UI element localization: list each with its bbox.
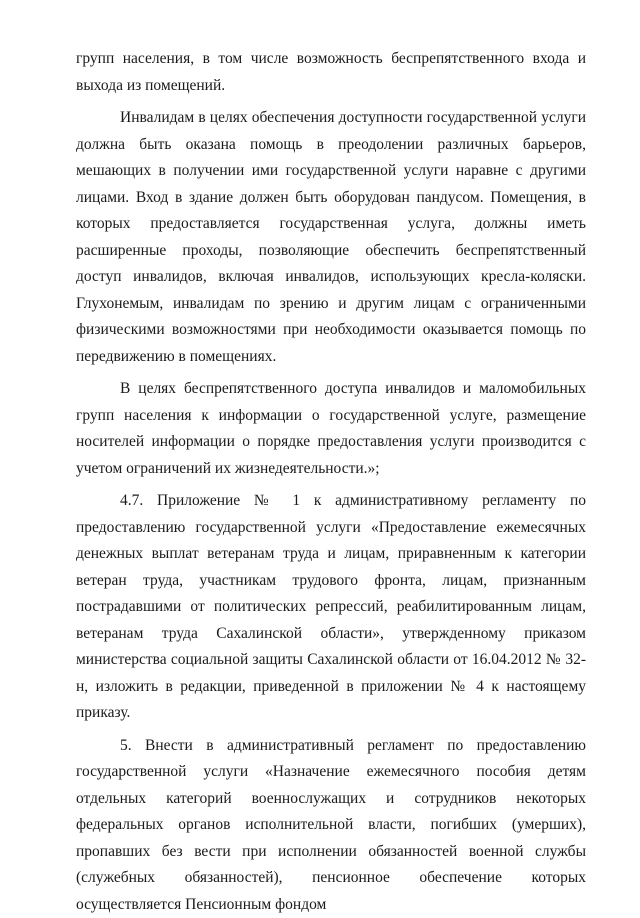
paragraph-information-access: В целях беспрепятственного доступа инвалидов и маломобильных групп населения к информации о государственной услуге, размещение носителей информации о порядке предоставления услуги производится с учетом ограничений их жизнедеятельности.»; — [76, 376, 586, 482]
paragraph-item-5: 5. Внести в административный регламент по предоставлению государственной услуги «Назначение ежемесячного пособия детям отдельных категорий военнослужащих и сотрудников некоторых федеральных органов исполнительной власти, погибших (умерших), пропавших без вести при исполнении обязанностей военной службы (служебных обязанностей), пенсионное обеспечение которых осуществляется Пенсионным фондом — [76, 733, 586, 918]
paragraph-item-4-7: 4.7. Приложение № 1 к административному регламенту по предоставлению государственной услуги «Предоставление ежемесячных денежных выплат ветеранам труда и лицам, приравненным к категории ветеран труда, участникам трудового фронта, лицам, признанным пострадавшими от политических репрессий, реабилитированным лицам, ветеранам труда Сахалинской области», утвержденному приказом министерства социальной защиты Сахалинской области от 16.04.2012 № 32-н, изложить в редакции, приведенной в приложении № 4 к настоящему приказу. — [76, 488, 586, 727]
paragraph-continuation: групп населения, в том числе возможность беспрепятственного входа и выхода из помещений. — [76, 46, 586, 99]
document-body — [76, 46, 586, 918]
paragraph-disabled-assistance: Инвалидам в целях обеспечения доступности государственной услуги должна быть оказана помощь в преодолении различных барьеров, мешающих в получении ими государственной услуги наравне с другими лицами. Вход в здание должен быть оборудован пандусом. Помещения, в которых предоставляется государственная услуга, должны иметь расширенные проходы, позволяющие обеспечить беспрепятственный доступ инвалидов, включая инвалидов, использующих кресла-коляски. Глухонемым, инвалидам по зрению и другим лицам с ограниченными физическими возможностями при необходимости оказывается помощь по передвижению в помещениях. — [76, 105, 586, 370]
